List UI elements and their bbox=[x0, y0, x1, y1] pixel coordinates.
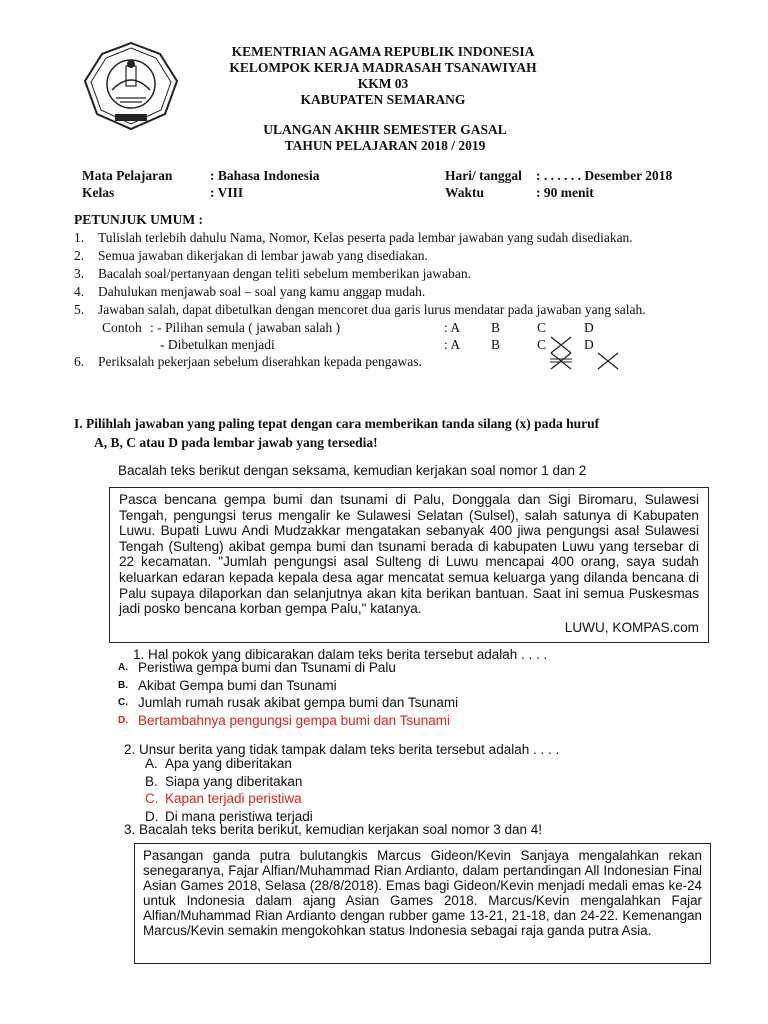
instruction-number: 1. bbox=[74, 230, 85, 245]
option-c-answer[interactable] bbox=[145, 790, 313, 808]
example-original-text: : - Pilihan semula ( jawaban salah ) bbox=[150, 320, 341, 335]
reading-instruction: Bacalah teks berikut dengan seksama, kemudian kerjakan soal nomor 1 dan 2 bbox=[118, 463, 587, 478]
example-option-a: : A bbox=[444, 320, 461, 335]
instruction-item bbox=[74, 301, 696, 319]
instruction-item bbox=[74, 247, 696, 265]
general-instructions bbox=[74, 211, 696, 371]
instruction-number: 3. bbox=[74, 266, 85, 281]
example-option-b: B bbox=[491, 320, 501, 335]
question-1: 1. Hal pokok yang dibicarakan dalam teks berita tersebut adalah . . . . bbox=[133, 647, 548, 662]
question-3: 3. Bacalah teks berita berikut, kemudian kerjakan soal nomor 3 dan 4! bbox=[124, 822, 542, 837]
passage-1-text: Pasca bencana gempa bumi dan tsunami di Palu, Donggala dan Sigi Biromaru, Sulawesi Tengah, pengungsi terus mengalir ke Sulawesi Selatan (Sulsel), salah satunya di Kabupaten Luwu. Bupati Luwu Andi Mudzakkar mengatakan sebanyak 400 jiwa pengungsi asal Sulawesi Tengah (Sulteng) akibat gempa bumi dan tsunami berada di kabupaten Luwu yang tersebar di 22 kecamatan. "Jumlah pengungsi asal Sulteng di Luwu mencapai 400 orang, saya sudah keluarkan edaran kepada kepala desa agar mencatat semua keluarga yang dilanda bencana di Palu supaya dilaporkan dan selanjutnya akan kita berikan bantuan. Saat ini semua Puskesmas jadi posko bencana korban gempa Palu," katanya. bbox=[119, 492, 699, 617]
instruction-text: Dahulukan menjawab soal – soal yang kamu anggap mudah. bbox=[98, 284, 426, 299]
example-row-original bbox=[74, 319, 696, 336]
subject-value: : Bahasa Indonesia bbox=[210, 168, 320, 183]
passage-1-source: LUWU, KOMPAS.com bbox=[564, 619, 699, 635]
time-value: : 90 menit bbox=[536, 185, 594, 200]
instruction-number: 5. bbox=[74, 302, 85, 317]
subject-label: Mata Pelajaran bbox=[82, 168, 173, 183]
cross-mark-icon bbox=[576, 334, 600, 352]
cross-mark-icon bbox=[529, 334, 553, 352]
example-option-c: C bbox=[537, 320, 547, 335]
instruction-text: Tulislah terlebih dahulu Nama, Nomor, Kelas peserta pada lembar jawaban yang sudah disediakan. bbox=[98, 230, 633, 245]
option-letter: A. bbox=[145, 756, 158, 771]
date-value: : . . . . . . Desember 2018 bbox=[536, 168, 673, 183]
option-b[interactable] bbox=[118, 677, 458, 695]
instruction-number: 6. bbox=[74, 354, 85, 369]
class-value: : VIII bbox=[210, 185, 244, 200]
option-text: Peristiwa gempa bumi dan Tsunami di Palu bbox=[138, 660, 396, 675]
exam-title: ULANGAN AKHIR SEMESTER GASAL bbox=[263, 122, 507, 137]
option-b[interactable] bbox=[145, 773, 313, 791]
option-text: Jumlah rumah rusak akibat gempa bumi dan Tsunami bbox=[138, 695, 459, 710]
option-text: Apa yang diberitakan bbox=[165, 756, 292, 771]
option-text: Siapa yang diberitakan bbox=[165, 773, 303, 789]
instruction-item bbox=[74, 265, 696, 283]
option-a[interactable] bbox=[145, 755, 313, 773]
ministry-emblem-logo bbox=[82, 40, 180, 132]
option-letter: B. bbox=[145, 773, 158, 789]
option-letter: D. bbox=[118, 714, 128, 726]
letterhead bbox=[190, 44, 576, 108]
example-row-corrected bbox=[74, 336, 696, 353]
instruction-text: Semua jawaban dikerjakan di lembar jawab yang disediakan. bbox=[98, 248, 428, 263]
header-line-kkm: KKM 03 bbox=[357, 76, 409, 91]
option-c[interactable] bbox=[118, 694, 458, 712]
date-label: Hari/ tanggal bbox=[445, 168, 522, 183]
instruction-item bbox=[74, 283, 696, 301]
option-letter: C. bbox=[145, 791, 159, 806]
question-2-options bbox=[145, 755, 313, 825]
section-title-line2: A, B, C atau D pada lembar jawab yang tersedia! bbox=[94, 435, 378, 450]
example-option-b: B bbox=[491, 337, 501, 352]
instruction-item bbox=[74, 229, 696, 247]
instruction-number: 4. bbox=[74, 284, 85, 299]
option-text: Akibat Gempa bumi dan Tsunami bbox=[138, 677, 337, 693]
instruction-number: 2. bbox=[74, 248, 85, 263]
header-line-regency: KABUPATEN SEMARANG bbox=[300, 92, 466, 107]
option-letter: A. bbox=[118, 662, 128, 673]
header-line-ministry: KEMENTRIAN AGAMA REPUBLIK INDONESIA bbox=[231, 44, 535, 59]
exam-info-left bbox=[82, 167, 320, 201]
question-2: 2. Unsur berita yang tidak tampak dalam teks berita tersebut adalah . . . . bbox=[124, 742, 560, 757]
example-corrected-text: - Dibetulkan menjadi bbox=[160, 337, 275, 352]
example-option-a: : A bbox=[444, 337, 461, 352]
example-option-d: D bbox=[584, 320, 594, 335]
instructions-heading: PETUNJUK UMUM : bbox=[74, 212, 203, 227]
class-label: Kelas bbox=[82, 185, 115, 200]
instruction-text: Bacalah soal/pertanyaan dengan teliti sebelum memberikan jawaban. bbox=[98, 266, 471, 281]
section-title bbox=[74, 414, 696, 452]
example-option-c: C bbox=[537, 337, 547, 352]
news-passage-1 bbox=[109, 487, 709, 643]
option-text: Di mana peristiwa terjadi bbox=[165, 808, 313, 824]
option-a[interactable] bbox=[118, 659, 458, 677]
exam-info-right bbox=[445, 167, 672, 201]
example-option-d: D bbox=[584, 337, 594, 352]
header-line-working-group: KELOMPOK KERJA MADRASAH TSANAWIYAH bbox=[229, 60, 537, 75]
news-passage-2 bbox=[134, 843, 711, 964]
option-letter: D. bbox=[145, 808, 159, 824]
option-d-answer[interactable] bbox=[118, 712, 458, 730]
time-label: Waktu bbox=[445, 185, 485, 200]
section-title-line1: I. Pilihlah jawaban yang paling tepat dengan cara memberikan tanda silang (x) pada huruf bbox=[74, 416, 600, 431]
instruction-text: Jawaban salah, dapat dibetulkan dengan mencoret dua garis lurus mendatar pada jawaban yang salah. bbox=[98, 302, 646, 317]
option-letter: C. bbox=[118, 697, 128, 708]
option-text: Bertambahnya pengungsi gempa bumi dan Tsunami bbox=[138, 712, 450, 728]
option-text: Kapan terjadi peristiwa bbox=[165, 791, 302, 806]
example-label: Contoh bbox=[102, 320, 142, 335]
passage-2-text: Pasangan ganda putra bulutangkis Marcus Gideon/Kevin Sanjaya mengalahkan rekan senegaranya, Fajar Alfian/Muhammad Rian Ardianto, dalam pertandingan All Indonesian Final Asian Games 2018, Selasa (28/8/2018). Emas bagi Gideon/Kevin menjadi medali emas ke-24 untuk Indonesia dalam ajang Asian Games 2018. Marcus/Kevin mengalahkan Fajar Alfian/Muhammad Rian Ardianto dengan rubber game 13-21, 21-18, dan 24-22. Kemenangan Marcus/Kevin semakin mengokohkan status Indonesia sebagai raja ganda putra Asia. bbox=[143, 848, 702, 938]
school-year: TAHUN PELAJARAN 2018 / 2019 bbox=[284, 138, 486, 153]
question-1-options bbox=[118, 659, 458, 729]
instruction-text: Periksalah pekerjaan sebelum diserahkan kepada pengawas. bbox=[98, 354, 422, 369]
option-letter: B. bbox=[118, 679, 128, 691]
exam-title-block bbox=[150, 122, 620, 154]
